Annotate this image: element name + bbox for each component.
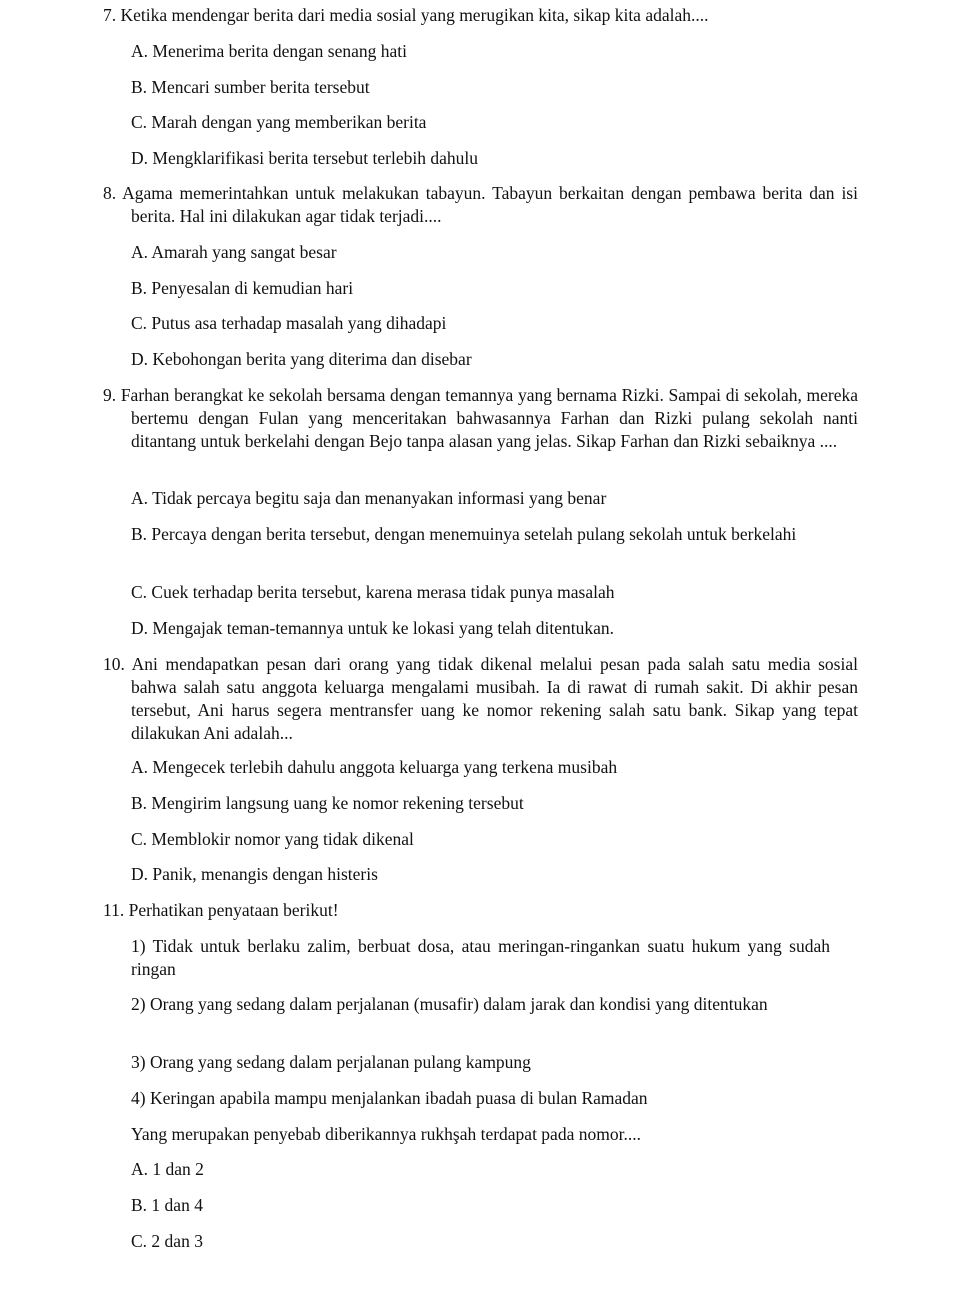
question-11-statement-1: 1) Tidak untuk berlaku zalim, berbuat dosa, atau meringan-ringankan suatu hukum yang sudah ringan (131, 936, 830, 979)
question-10-number: 10. (103, 654, 125, 674)
question-7-text: Ketika mendengar berita dari media sosial yang merugikan kita, sikap kita adalah.... (120, 5, 709, 25)
question-11-option-c[interactable]: C. 2 dan 3 (131, 1231, 203, 1251)
question-8-stem (103, 182, 858, 228)
question-11-text: Perhatikan penyataan berikut! (128, 900, 339, 920)
question-8-number: 8. (103, 183, 117, 203)
question-7-option-a[interactable]: A. Menerima berita dengan senang hati (131, 41, 408, 61)
question-7-option-b[interactable]: B. Mencari sumber berita tersebut (131, 77, 370, 97)
question-10-text: Ani mendapatkan pesan dari orang yang tidak dikenal melalui pesan pada salah satu media sosial bahwa salah satu anggota keluarga mengalami musibah. Ia di rawat di rumah sakit. Di akhir pesan tersebut, Ani harus segera mentransfer uang ke nomor rekening salah satu bank. Sikap yang tepat dilakukan Ani adalah... (131, 654, 858, 743)
question-11-option-b[interactable]: B. 1 dan 4 (131, 1195, 203, 1215)
question-10-option-c[interactable]: C. Memblokir nomor yang tidak dikenal (131, 829, 414, 849)
question-9-option-d[interactable]: D. Mengajak teman-temannya untuk ke lokasi yang telah ditentukan. (131, 618, 615, 638)
question-10-option-b[interactable]: B. Mengirim langsung uang ke nomor rekening tersebut (131, 793, 524, 813)
question-9-number: 9. (103, 385, 117, 405)
question-11-statement-3: 3) Orang yang sedang dalam perjalanan pulang kampung (131, 1052, 531, 1072)
question-7-number: 7. (103, 5, 117, 25)
question-8-option-c[interactable]: C. Putus asa terhadap masalah yang dihadapi (131, 313, 447, 333)
question-11-statement-2: 2) Orang yang sedang dalam perjalanan (musafir) dalam jarak dan kondisi yang ditentukan (131, 994, 768, 1014)
question-10-option-d[interactable]: D. Panik, menangis dengan histeris (131, 864, 378, 884)
question-8-text: Agama memerintahkan untuk melakukan tabayun. Tabayun berkaitan dengan pembawa berita dan isi berita. Hal ini dilakukan agar tidak terjadi.... (122, 183, 858, 226)
question-7-option-c[interactable]: C. Marah dengan yang memberikan berita (131, 112, 427, 132)
question-7-stem (103, 4, 858, 27)
question-11-number: 11. (103, 900, 125, 920)
question-10-option-a[interactable]: A. Mengecek terlebih dahulu anggota keluarga yang terkena musibah (131, 757, 618, 777)
question-9-option-c[interactable]: C. Cuek terhadap berita tersebut, karena merasa tidak punya masalah (131, 582, 615, 602)
question-8-option-b[interactable]: B. Penyesalan di kemudian hari (131, 278, 354, 298)
question-7-option-d[interactable]: D. Mengklarifikasi berita tersebut terlebih dahulu (131, 148, 478, 168)
question-11-option-a[interactable]: A. 1 dan 2 (131, 1159, 204, 1179)
question-9-option-b[interactable]: B. Percaya dengan berita tersebut, dengan menemuinya setelah pulang sekolah untuk berkelahi (131, 524, 797, 544)
question-11-prompt: Yang merupakan penyebab diberikannya rukhşah terdapat pada nomor.... (131, 1124, 641, 1144)
question-10-stem (103, 653, 858, 745)
question-11-stem (103, 899, 858, 922)
question-8-option-a[interactable]: A. Amarah yang sangat besar (131, 242, 337, 262)
question-9-option-a[interactable]: A. Tidak percaya begitu saja dan menanyakan informasi yang benar (131, 488, 607, 508)
question-8-option-d[interactable]: D. Kebohongan berita yang diterima dan disebar (131, 349, 472, 369)
question-9-text: Farhan berangkat ke sekolah bersama dengan temannya yang bernama Rizki. Sampai di sekolah, mereka bertemu dengan Fulan yang menceritakan bahwasannya Farhan dan Rizki pulang sekolah nanti ditantang untuk berkelahi dengan Bejo tanpa alasan yang jelas. Sikap Farhan dan Rizki sebaiknya .... (120, 385, 859, 451)
question-11-statement-4: 4) Keringan apabila mampu menjalankan ibadah puasa di bulan Ramadan (131, 1088, 648, 1108)
question-9-stem (103, 384, 858, 453)
